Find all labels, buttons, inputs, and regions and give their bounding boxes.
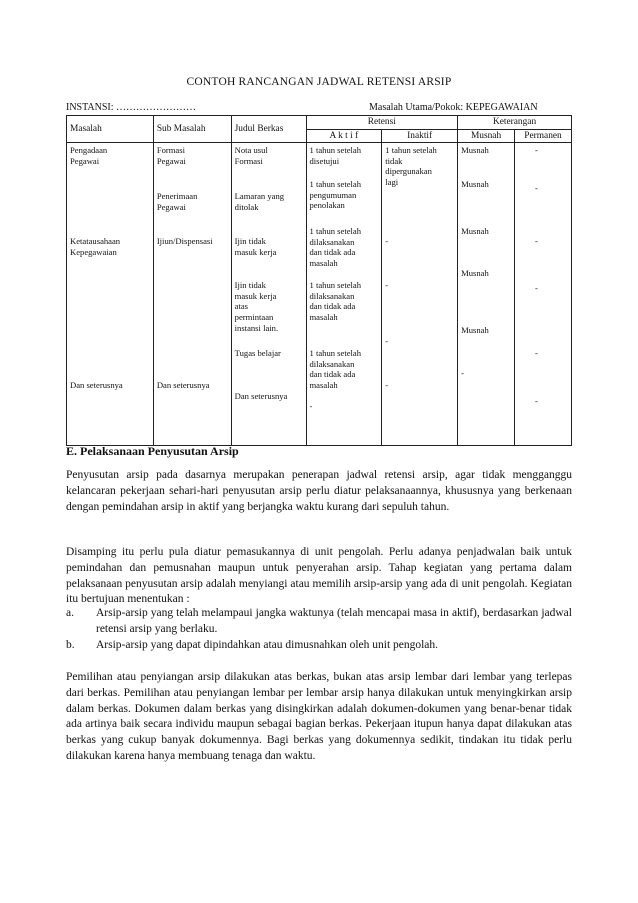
cell-entry xyxy=(535,236,569,247)
list-item xyxy=(66,638,572,654)
cell-line: pengumuman xyxy=(309,189,357,200)
cell-line: lagi xyxy=(385,176,399,187)
cell-line: 1 tahun setelah xyxy=(309,226,362,237)
cell-line: Pegawai xyxy=(70,155,100,166)
cell-entry xyxy=(310,401,380,412)
cell-entry xyxy=(310,179,380,211)
list-item-text: Arsip-arsip yang telah melampaui jangka waktunya (telah mencapai masa in aktif), berdasarkan jadwal retensi arsip yang berlaku. xyxy=(96,607,572,635)
cell-line: dilaksanakan xyxy=(309,290,355,301)
cell-line: masuk kerja xyxy=(234,246,277,257)
cell-line: dan tidak ada xyxy=(309,301,356,312)
cell-line: 1 tahun setelah xyxy=(309,145,362,156)
cell-line: - xyxy=(535,396,538,407)
cell-line: Formasi xyxy=(156,145,185,156)
cell-entry xyxy=(70,236,151,257)
cell-entry xyxy=(535,283,569,294)
header-aktif: A k t i f xyxy=(306,129,382,143)
column-musnah xyxy=(458,143,515,446)
cell-line: Musnah xyxy=(461,179,489,190)
cell-line: - xyxy=(461,368,464,379)
cell-line: Pengadaan xyxy=(70,145,108,156)
cell-line: Lamaran yang xyxy=(234,191,285,202)
cell-line: Ijiun/Dispensasi xyxy=(156,236,213,247)
cell-entry xyxy=(461,145,512,156)
header-permanen: Permanen xyxy=(515,129,572,143)
cell-line: Pegawai xyxy=(156,201,186,212)
cell-line: dilaksanakan xyxy=(309,358,355,369)
cell-entry xyxy=(535,396,569,407)
cell-entry xyxy=(70,145,151,166)
header-musnah: Musnah xyxy=(458,129,515,143)
column-sub-masalah xyxy=(153,143,231,446)
cell-line: Ijin tidak xyxy=(234,280,266,291)
cell-entry xyxy=(385,280,455,291)
cell-entry xyxy=(235,145,304,166)
cell-entry xyxy=(310,226,380,268)
list-item-text: Arsip-arsip yang dapat dipindahkan atau dimusnahkan oleh unit pengolah. xyxy=(96,638,439,651)
cell-line: Musnah xyxy=(461,325,489,336)
header-sub-masalah: Sub Masalah xyxy=(153,116,231,143)
cell-entry xyxy=(461,368,512,379)
cell-line: atas xyxy=(234,301,249,312)
cell-line: Dan seterusnya xyxy=(70,380,123,391)
header-keterangan: Keterangan xyxy=(458,116,572,130)
column-inaktif xyxy=(382,143,458,446)
cell-entry xyxy=(461,325,512,336)
cell-line: dan tidak ada xyxy=(309,247,356,258)
cell-line: permintaan xyxy=(234,311,274,322)
cell-line: - xyxy=(385,280,389,291)
cell-line: disetujui xyxy=(309,155,340,166)
cell-line: 1 tahun setelah xyxy=(309,348,362,359)
cell-line: Musnah xyxy=(461,226,489,237)
cell-line: Dan seterusnya xyxy=(234,391,288,402)
cell-entry xyxy=(385,380,455,391)
cell-entry xyxy=(310,280,380,322)
cell-line: 1 tahun setelah xyxy=(385,145,437,156)
cell-entry xyxy=(385,236,455,247)
retention-schedule-table xyxy=(66,115,572,446)
column-masalah xyxy=(67,143,154,446)
cell-line: Tugas belajar xyxy=(234,348,281,359)
instansi-label: INSTANSI: …………………… xyxy=(66,102,197,113)
list-marker: b. xyxy=(66,638,75,651)
cell-line: Nota usul xyxy=(234,145,268,156)
cell-entry xyxy=(235,236,304,257)
header-judul-berkas: Judul Berkas xyxy=(231,116,306,143)
main-subject-label: Masalah Utama/Pokok: KEPEGAWAIAN xyxy=(369,102,538,113)
document-title: CONTOH RANCANGAN JADWAL RETENSI ARSIP xyxy=(186,76,452,88)
cell-entry xyxy=(385,145,455,187)
table-row xyxy=(67,143,572,446)
cell-line: dilaksanakan xyxy=(309,236,355,247)
cell-entry xyxy=(157,380,229,391)
cell-line: Pegawai xyxy=(156,155,186,166)
cell-line: - xyxy=(535,236,538,247)
header-retensi: Retensi xyxy=(306,116,458,130)
cell-entry xyxy=(385,336,455,347)
column-aktif xyxy=(306,143,382,446)
cell-line: Musnah xyxy=(461,268,489,279)
cell-line: 1 tahun setelah xyxy=(309,280,362,291)
cell-line: Ketatausahaan xyxy=(70,236,121,247)
cell-entry xyxy=(535,145,569,156)
cell-line: Ijin tidak xyxy=(234,236,266,247)
column-permanen xyxy=(515,143,572,446)
cell-line: instansi lain. xyxy=(234,322,279,333)
purpose-list xyxy=(66,606,572,653)
cell-line: - xyxy=(385,336,389,347)
cell-entry xyxy=(235,348,304,359)
cell-entry xyxy=(235,280,304,333)
header-masalah: Masalah xyxy=(67,116,154,143)
cell-entry xyxy=(157,191,229,212)
cell-entry xyxy=(310,348,380,390)
cell-line: - xyxy=(385,236,389,247)
header-inaktif: Inaktif xyxy=(382,129,458,143)
cell-line: - xyxy=(535,183,538,194)
cell-entry xyxy=(461,226,512,237)
cell-line: masuk kerja xyxy=(234,290,277,301)
cell-line: - xyxy=(535,348,538,359)
cell-entry xyxy=(235,391,304,402)
cell-line: masalah xyxy=(309,257,338,268)
section-heading: E. Pelaksanaan Penyusutan Arsip xyxy=(66,444,239,458)
cell-line: - xyxy=(385,380,389,391)
cell-line: - xyxy=(535,145,538,156)
cell-line: Kepegawaian xyxy=(70,246,117,257)
list-item xyxy=(66,606,572,638)
cell-line: masalah xyxy=(309,379,338,390)
column-judul-berkas xyxy=(231,143,306,446)
cell-entry xyxy=(310,145,380,166)
cell-line: - xyxy=(309,401,313,412)
cell-line: ditolak xyxy=(234,201,259,212)
cell-entry xyxy=(70,380,151,391)
cell-line: tidak xyxy=(385,155,403,166)
cell-entry xyxy=(235,191,304,212)
list-marker: a. xyxy=(66,607,74,619)
cell-entry xyxy=(461,179,512,190)
cell-line: 1 tahun setelah xyxy=(309,179,362,190)
paragraph-1: Penyusutan arsip pada dasarnya merupakan penerapan jadwal retensi arsip, agar tidak mengganggu kelancaran pekerjaan sehari-hari penyusutan arsip perlu diatur pelaksanaannya, khususnya yang berkenaan dengan pemindahan arsip in aktif yang berjangka waktu kurang dari sepuluh tahun. xyxy=(66,469,572,513)
cell-entry xyxy=(157,236,229,247)
cell-line: Musnah xyxy=(461,145,489,156)
cell-entry xyxy=(535,183,569,194)
cell-line: Formasi xyxy=(234,155,263,166)
cell-line: Penerimaan xyxy=(156,191,198,202)
cell-line: Dan seterusnya xyxy=(156,380,210,391)
cell-entry xyxy=(157,145,229,166)
paragraph-2: Disamping itu perlu pula diatur pemasukannya di unit pengolah. Perlu adanya penjadwalan baik untuk pemindahan dan pemusnahan maupun untuk penyerahan arsip. Tahap kegiatan yang pertama dalam pelaksanaan penyusutan arsip adalah menyiangi atau memilih arsip-arsip yang ada di unit pengolah. Kegiatan itu bertujuan menentukan : xyxy=(66,546,572,606)
paragraph-3: Pemilihan atau penyiangan arsip dilakukan atas berkas, bukan atas arsip lembar dari lembar yang terlepas dari berkas. Pemilihan atau penyiangan lembar per lembar arsip hanya dilakukan untuk menyingkirkan arsip dalam berkas. Dokumen dalam berkas yang disingkirkan adalah dokumen-dokumen yang benar-benar tidak ada artinya baik secara individu maupun sebagai bagian berkas. Pekerjaan itupun hanya dapat dilakukan atas berkas yang cukup banyak dokumennya. Bagi berkas yang dokumennya sedikit, tindakan itu tidak perlu dilakukan karena hanya membuang tenaga dan waktu. xyxy=(66,671,572,762)
cell-line: dipergunakan xyxy=(385,166,432,177)
cell-entry xyxy=(535,348,569,359)
cell-line: masalah xyxy=(309,311,338,322)
cell-line: dan tidak ada xyxy=(309,369,356,380)
cell-entry xyxy=(461,268,512,279)
cell-line: penolakan xyxy=(309,200,345,211)
cell-line: - xyxy=(535,283,538,294)
